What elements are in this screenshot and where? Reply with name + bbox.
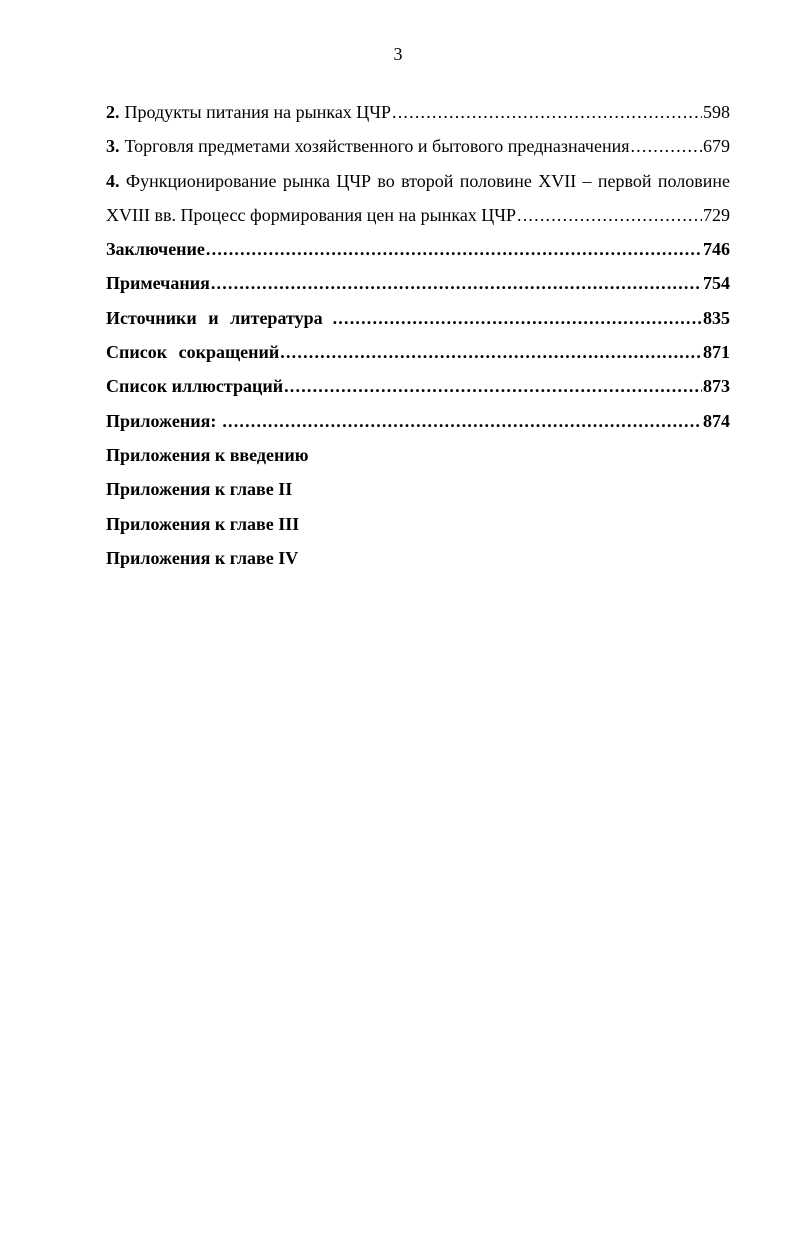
toc-entry-title: Продукты питания на рынках ЦЧР — [124, 102, 392, 122]
toc-entry-title: XVIII вв. Процесс формирования цен на рынках ЦЧР — [106, 204, 517, 225]
toc-entry-title: Торговля предметами хозяйственного и бытового предназначения — [124, 136, 630, 157]
toc-subentry-chapter2-appendices — [106, 472, 730, 506]
toc-subentry-title: Приложения к главе II — [106, 479, 293, 500]
toc-entry-title: Заключение — [106, 239, 205, 260]
toc-entry-title: Список иллюстраций — [106, 376, 284, 397]
toc-entry-page: 679 — [703, 136, 730, 157]
toc-subentry-title: Приложения к введению — [106, 444, 309, 465]
toc-entry-page: 746 — [703, 239, 730, 260]
toc-entry-page: 871 — [703, 342, 730, 363]
toc-entry-title: Источники и литература — [106, 307, 323, 328]
toc-leader-dots — [517, 198, 702, 232]
toc-entry-page: 874 — [703, 410, 730, 431]
toc-entry-conclusion — [106, 232, 730, 266]
toc-subentry-chapter4-appendices — [106, 541, 730, 575]
toc-subentry-title: Приложения к главе III — [106, 513, 300, 534]
toc-entry-market-functioning-line1 — [106, 164, 730, 198]
toc-entry-page: 754 — [703, 273, 730, 294]
toc-entry-market-functioning-line2 — [106, 198, 730, 232]
toc-entry-number: 4. — [106, 170, 120, 191]
toc-entry-page: 598 — [703, 102, 730, 122]
toc-entry-title: Функционирование рынка ЦЧР во второй половине XVII – первой половине — [125, 170, 730, 191]
toc-entry-abbreviations — [106, 335, 730, 369]
toc-entry-page: 835 — [703, 307, 730, 328]
toc-entry-title: Примечания — [106, 273, 210, 294]
toc-entry-appendices — [106, 404, 730, 438]
toc-leader-dots — [211, 266, 702, 300]
toc-subentry-title: Приложения к главе IV — [106, 547, 299, 568]
toc-leader-dots — [206, 232, 702, 266]
toc-subentry-intro-appendices — [106, 438, 730, 472]
toc-entry-page: 873 — [703, 376, 730, 397]
toc-entry-number: 3. — [106, 136, 120, 157]
toc-leader-dots — [284, 369, 702, 403]
toc-leader-dots — [280, 335, 702, 369]
toc-entry-page: 729 — [703, 204, 730, 225]
toc-entry-number: 2. — [106, 102, 120, 122]
toc-entry-title: Приложения: — [106, 410, 217, 431]
toc-entry-illustrations — [106, 369, 730, 403]
toc-entry-sources — [106, 301, 730, 335]
toc-leader-dots — [392, 95, 702, 129]
toc-entry-title: Список сокращений — [106, 342, 280, 363]
toc-leader-dots — [630, 129, 702, 163]
toc-leader-dots — [222, 404, 702, 438]
page-number: 3 — [393, 44, 403, 64]
toc-leader-dots — [333, 301, 702, 335]
toc-entry-household-trade — [106, 129, 730, 163]
toc-entry-food-products — [106, 95, 730, 129]
toc-entry-notes — [106, 266, 730, 300]
table-of-contents — [106, 95, 730, 575]
toc-subentry-chapter3-appendices — [106, 507, 730, 541]
